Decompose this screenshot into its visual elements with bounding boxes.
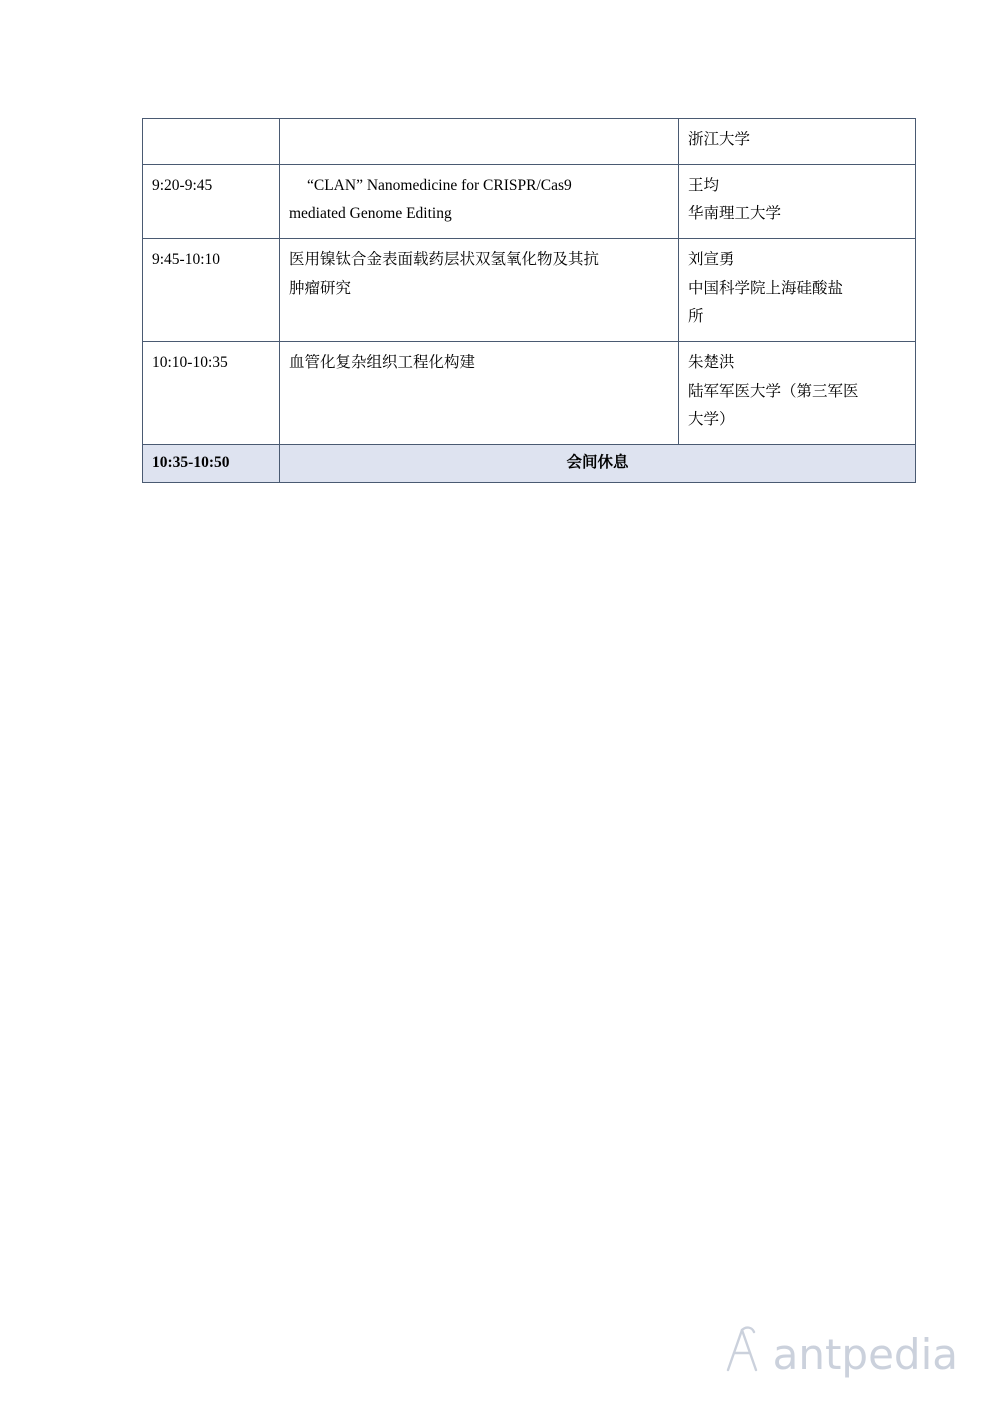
- table-row: [143, 119, 916, 165]
- cell-speaker: [679, 164, 916, 238]
- cell-time: [143, 119, 280, 165]
- cell-speaker: [679, 239, 916, 342]
- topic-line: mediated Genome Editing: [289, 205, 452, 223]
- cell-break-label: 会间休息: [280, 445, 916, 483]
- table-row: [143, 342, 916, 445]
- speaker-affiliation-cont: 大学）: [688, 411, 735, 429]
- cell-time: 9:20-9:45: [143, 164, 280, 238]
- topic-line: 医用镍钛合金表面载药层状双氢氧化物及其抗: [289, 251, 600, 269]
- cell-topic: [280, 342, 679, 445]
- cell-topic: [280, 164, 679, 238]
- cell-speaker: [679, 119, 916, 165]
- cell-time: 10:35-10:50: [143, 445, 280, 483]
- cell-topic: [280, 119, 679, 165]
- cell-time: 10:10-10:35: [143, 342, 280, 445]
- speaker-affiliation-cont: 所: [688, 308, 704, 326]
- watermark: [719, 1324, 958, 1379]
- topic-line: 肿瘤研究: [289, 279, 352, 297]
- schedule-table-body: [143, 119, 916, 483]
- speaker-name: 朱楚洪: [688, 354, 735, 372]
- schedule-table: [142, 118, 916, 483]
- table-row: [143, 164, 916, 238]
- topic-line: 血管化复杂组织工程化构建: [289, 354, 476, 372]
- cell-time: 9:45-10:10: [143, 239, 280, 342]
- watermark-text: antpedia: [772, 1330, 958, 1379]
- speaker-affiliation: 浙江大学: [688, 131, 751, 148]
- topic-line: “CLAN” Nanomedicine for CRISPR/Cas9: [307, 176, 572, 194]
- cell-speaker: [679, 342, 916, 445]
- speaker-affiliation: 华南理工大学: [688, 205, 782, 223]
- speaker-affiliation: 陆军军医大学（第三军医: [688, 382, 859, 400]
- speaker-affiliation: 中国科学院上海硅酸盐: [688, 279, 844, 297]
- antpedia-logo-icon: [719, 1324, 765, 1376]
- speaker-name: 刘宣勇: [688, 251, 735, 269]
- table-row-break: [143, 445, 916, 483]
- cell-topic: [280, 239, 679, 342]
- table-row: [143, 239, 916, 342]
- speaker-name: 王均: [688, 176, 720, 194]
